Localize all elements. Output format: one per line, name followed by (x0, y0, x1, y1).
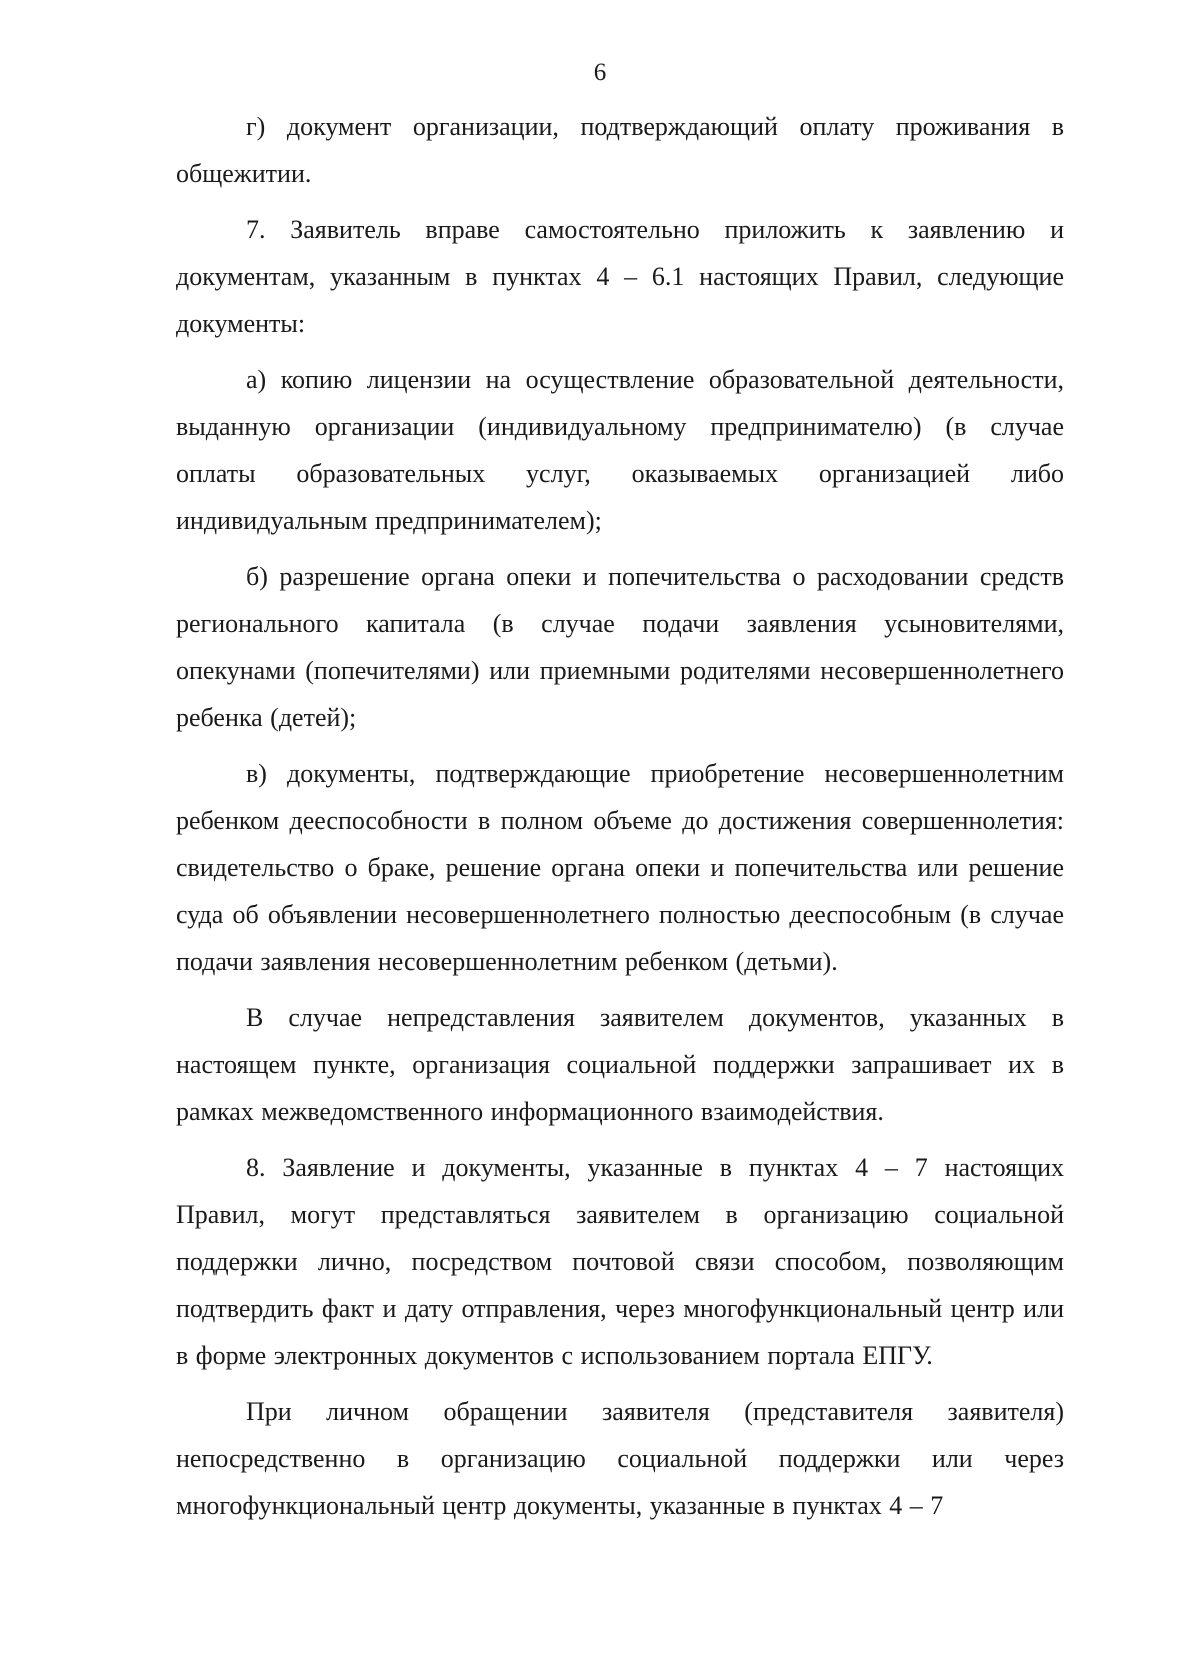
paragraph-item-7: 7. Заявитель вправе самостоятельно приложить к заявлению и документам, указанным в пунктах 4 – 6.1 настоящих Правил, следующие документы: (176, 215, 1064, 338)
paragraph-personal-visit: При личном обращении заявителя (представителя заявителя) непосредственно в организацию социальной поддержки или через многофункциональный центр документы, указанные в пунктах 4 – 7 (176, 1397, 1064, 1520)
page-number: 6 (593, 59, 607, 86)
paragraph-g-dormitory-payment: г) документ организации, подтверждающий оплату проживания в общежитии. (176, 112, 1064, 188)
paragraph-v-capacity-documents: в) документы, подтверждающие приобретение несовершеннолетним ребенком дееспособности в полном объеме до достижения совершеннолетия: свидетельство о браке, решение органа опеки и попечительства или решение суда об объявлении несовершеннолетнего полностью дееспособным (в случае подачи заявления несовершеннолетним ребенком (детьми). (176, 759, 1064, 976)
paragraph-a-license-copy: а) копию лицензии на осуществление образовательной деятельности, выданную организации (индивидуальному предпринимателю) (в случае оплаты образовательных услуг, оказываемых организацией либо индивидуальным предпринимателем); (176, 365, 1064, 535)
paragraph-interdepartmental-request: В случае непредставления заявителем документов, указанных в настоящем пункте, организация социальной поддержки запрашивает их в рамках межведомственного информационного взаимодействия. (176, 1003, 1064, 1126)
paragraph-item-8: 8. Заявление и документы, указанные в пунктах 4 – 7 настоящих Правил, могут представляться заявителем в организацию социальной поддержки лично, посредством почтовой связи способом, позволяющим подтвердить факт и дату отправления, через многофункциональный центр или в форме электронных документов с использованием портала ЕПГУ. (176, 1153, 1064, 1370)
paragraph-b-guardianship-permission: б) разрешение органа опеки и попечительства о расходовании средств регионального капитала (в случае подачи заявления усыновителями, опекунами (попечителями) или приемными родителями несовершеннолетнего ребенка (детей); (176, 562, 1064, 732)
document-body (176, 103, 1064, 1529)
